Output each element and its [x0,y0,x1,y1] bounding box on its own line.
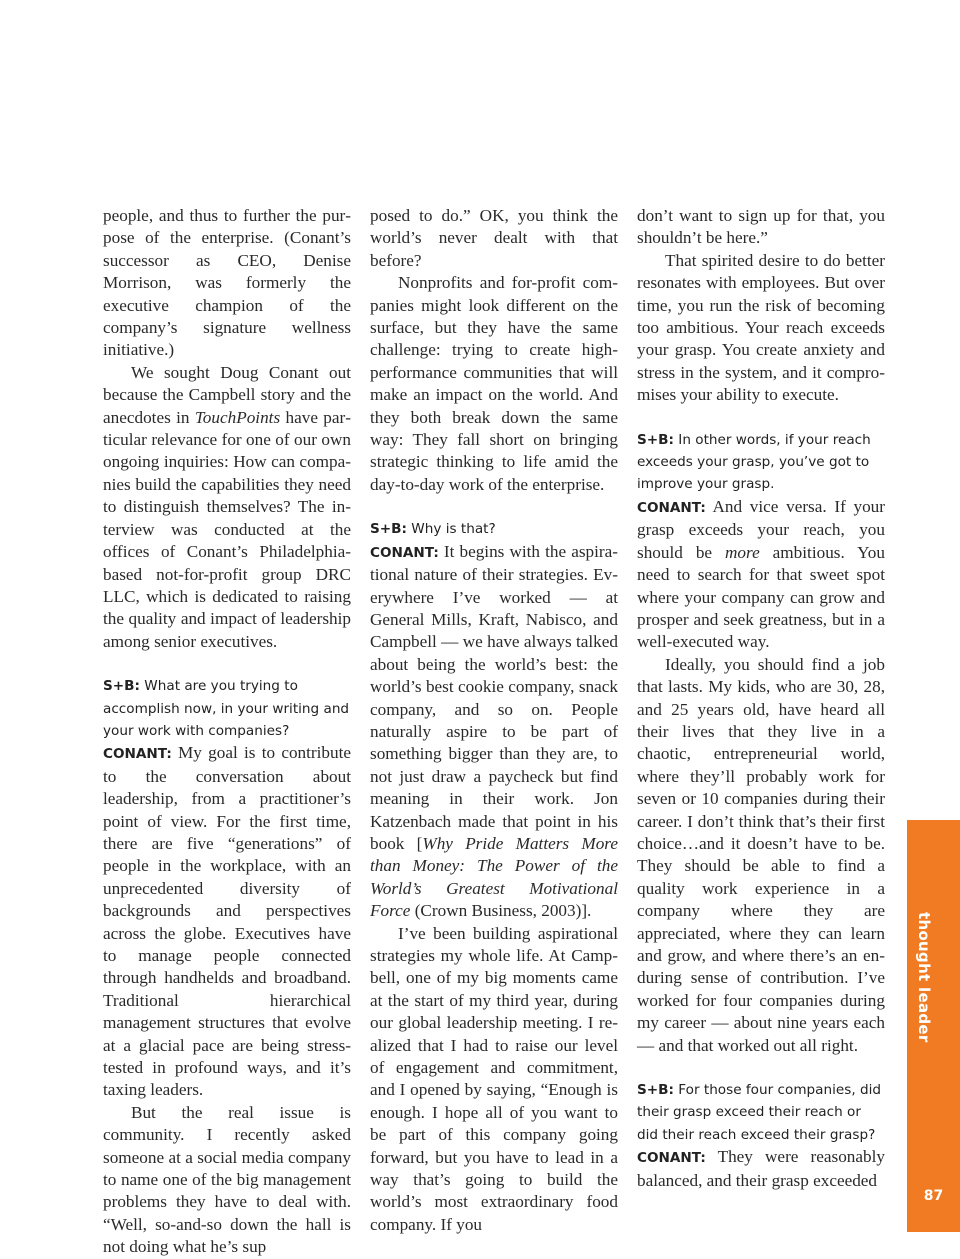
interviewee-answer [637,496,885,654]
answer-text: (Crown Business, 2003)]. [410,901,592,921]
speaker-label: S+B: [103,678,140,695]
answer-text: My goal is to contribute to the conversation about leadership, from a practitioner’s point of view. For the first time, there are five “generations” of people in the workplace, with an unprecedented diversity of backgrounds and perspectives across the globe. Executives have to manage people connected through handhelds and broadband. Traditional hierarchical management structures that evolve at a glacial pace are being stress-tested in profound ways, and it’s taxing leaders. [103,743,351,1100]
paragraph [103,362,351,653]
answer-text: And vice versa. If your grasp exceeds your reach, you should be [637,496,885,562]
interviewer-question [637,429,885,496]
answer-text: ambitious. You need to search for that sweet spot where your company can grow and prosper and seek greatness, but in a well-executed way. [637,542,885,652]
column-2 [370,205,618,1236]
answer-text: They were reasonably balanced, and their grasp exceeded [637,1147,885,1190]
paragraph: But the real issue is community. I recently asked someone at a social media company to name one of the big management problems they have to deal with. “Well, so-and-so down the hall is not doing what he’s sup [103,1102,351,1257]
interviewee-answer [637,1146,885,1192]
speaker-label: CONANT: [637,499,706,516]
question-text: In other words, if your reach exceeds your grasp, you’ve got to improve your grasp. [637,431,871,493]
interviewee-answer [103,742,351,1102]
interviewer-question [370,518,618,540]
paragraph: Ideally, you should find a job that lasts. My kids, who are 30, 28, and 25 years old, have heard all their lives that they live in a chaotic, entrepreneurial world, where they’ll probably work for seven or 10 companies during their career. I don’t think that’s their first choice…and it doesn’t have to be. They should be able to find a quality work experience in a company where they are appreciated, where they can learn and grow, and where there’s an enduring sense of contribution. I’ve worked for four companies during my career — about nine years each — and that worked out all right. [637,654,885,1055]
answer-text: It begins with the aspirational nature of their strategies. Everywhere I’ve worked — at General Mills, Kraft, Nabisco, and Campbell — we have always talked about being the world’s best: the world’s best cookie company, snack company, and so on. People naturally aspire to be part of something bigger than they are, to not just draw a paycheck but find meaning in their work. Jon Katzenbach made that point in his book [ [370,541,618,853]
speaker-label: S+B: [370,521,407,538]
speaker-label: CONANT: [103,746,172,763]
text-run: have particular relevance for one of our own ongoing inquiries: How can companies build the capabilities they need to distinguish themselves? The interview was conducted at the offices of Conant’s Philadelphia-based not-for-profit group DRC LLC, which is dedicated to raising the quality and impact of leadership among senior executives. [103,407,351,651]
paragraph: I’ve been building aspirational strategies my whole life. At Campbell, one of my big moments came at the start of my third year, during our global leadership meeting. I realized that I had to raise our level of engagement and commitment, and I opened by saying, “Enough is enough. I hope all of you want to be part of this company going forward, but you have to lead in a way that’s going to build the world’s most extraordinary food company. If you [370,923,618,1234]
section-tab [907,820,960,1232]
paragraph: don’t want to sign up for that, you shouldn’t be here.” [637,206,885,248]
book-title: Why Pride Matters More than Money: The Power of the World’s Greatest Motivational Force [370,833,618,921]
text-run: We sought Doug Conant out because the Campbell story and the anecdotes in [103,362,351,427]
column-3 [637,205,885,1192]
question-text: What are you trying to accomplish now, in your writing and your work with companies? [103,678,350,739]
emphasis: more [725,542,760,562]
paragraph: people, and thus to further the purpose of the enterprise. (Conant’s successor as CEO, Denise Morrison, was formerly the executive champion of the company’s signature wellness initiative.) [103,206,351,360]
speaker-label: S+B: [637,431,674,448]
speaker-label: S+B: [637,1082,674,1099]
speaker-label: CONANT: [637,1150,706,1167]
interviewer-question [103,675,351,742]
interviewer-question [637,1079,885,1146]
question-text: For those four companies, did their grasp exceed their reach or did their reach exceed their grasp? [637,1082,882,1143]
speaker-label: CONANT: [370,544,439,561]
paragraph: Nonprofits and for-profit companies might look different on the surface, but they have the same challenge: trying to create high-performance communities that will make an impact on the world. And they both break down the same way: They fall short on bringing strategic thinking to life amid the day-to-day work of the enterprise. [370,273,618,494]
section-label: thought leader [915,912,933,1043]
column-1 [103,205,351,1259]
interviewee-answer [370,541,618,923]
paragraph: posed to do.” OK, you think the world’s never dealt with that before? [370,206,618,270]
book-title: TouchPoints [194,407,281,427]
question-text: Why is that? [406,521,496,538]
paragraph: That spirited desire to do better resonates with employees. But over time, you run the risk of becoming too ambitious. Your reach exceeds your grasp. You create anxiety and stress in the system, and it compromises your ability to execute. [637,250,885,405]
page-number: 87 [923,1188,944,1204]
